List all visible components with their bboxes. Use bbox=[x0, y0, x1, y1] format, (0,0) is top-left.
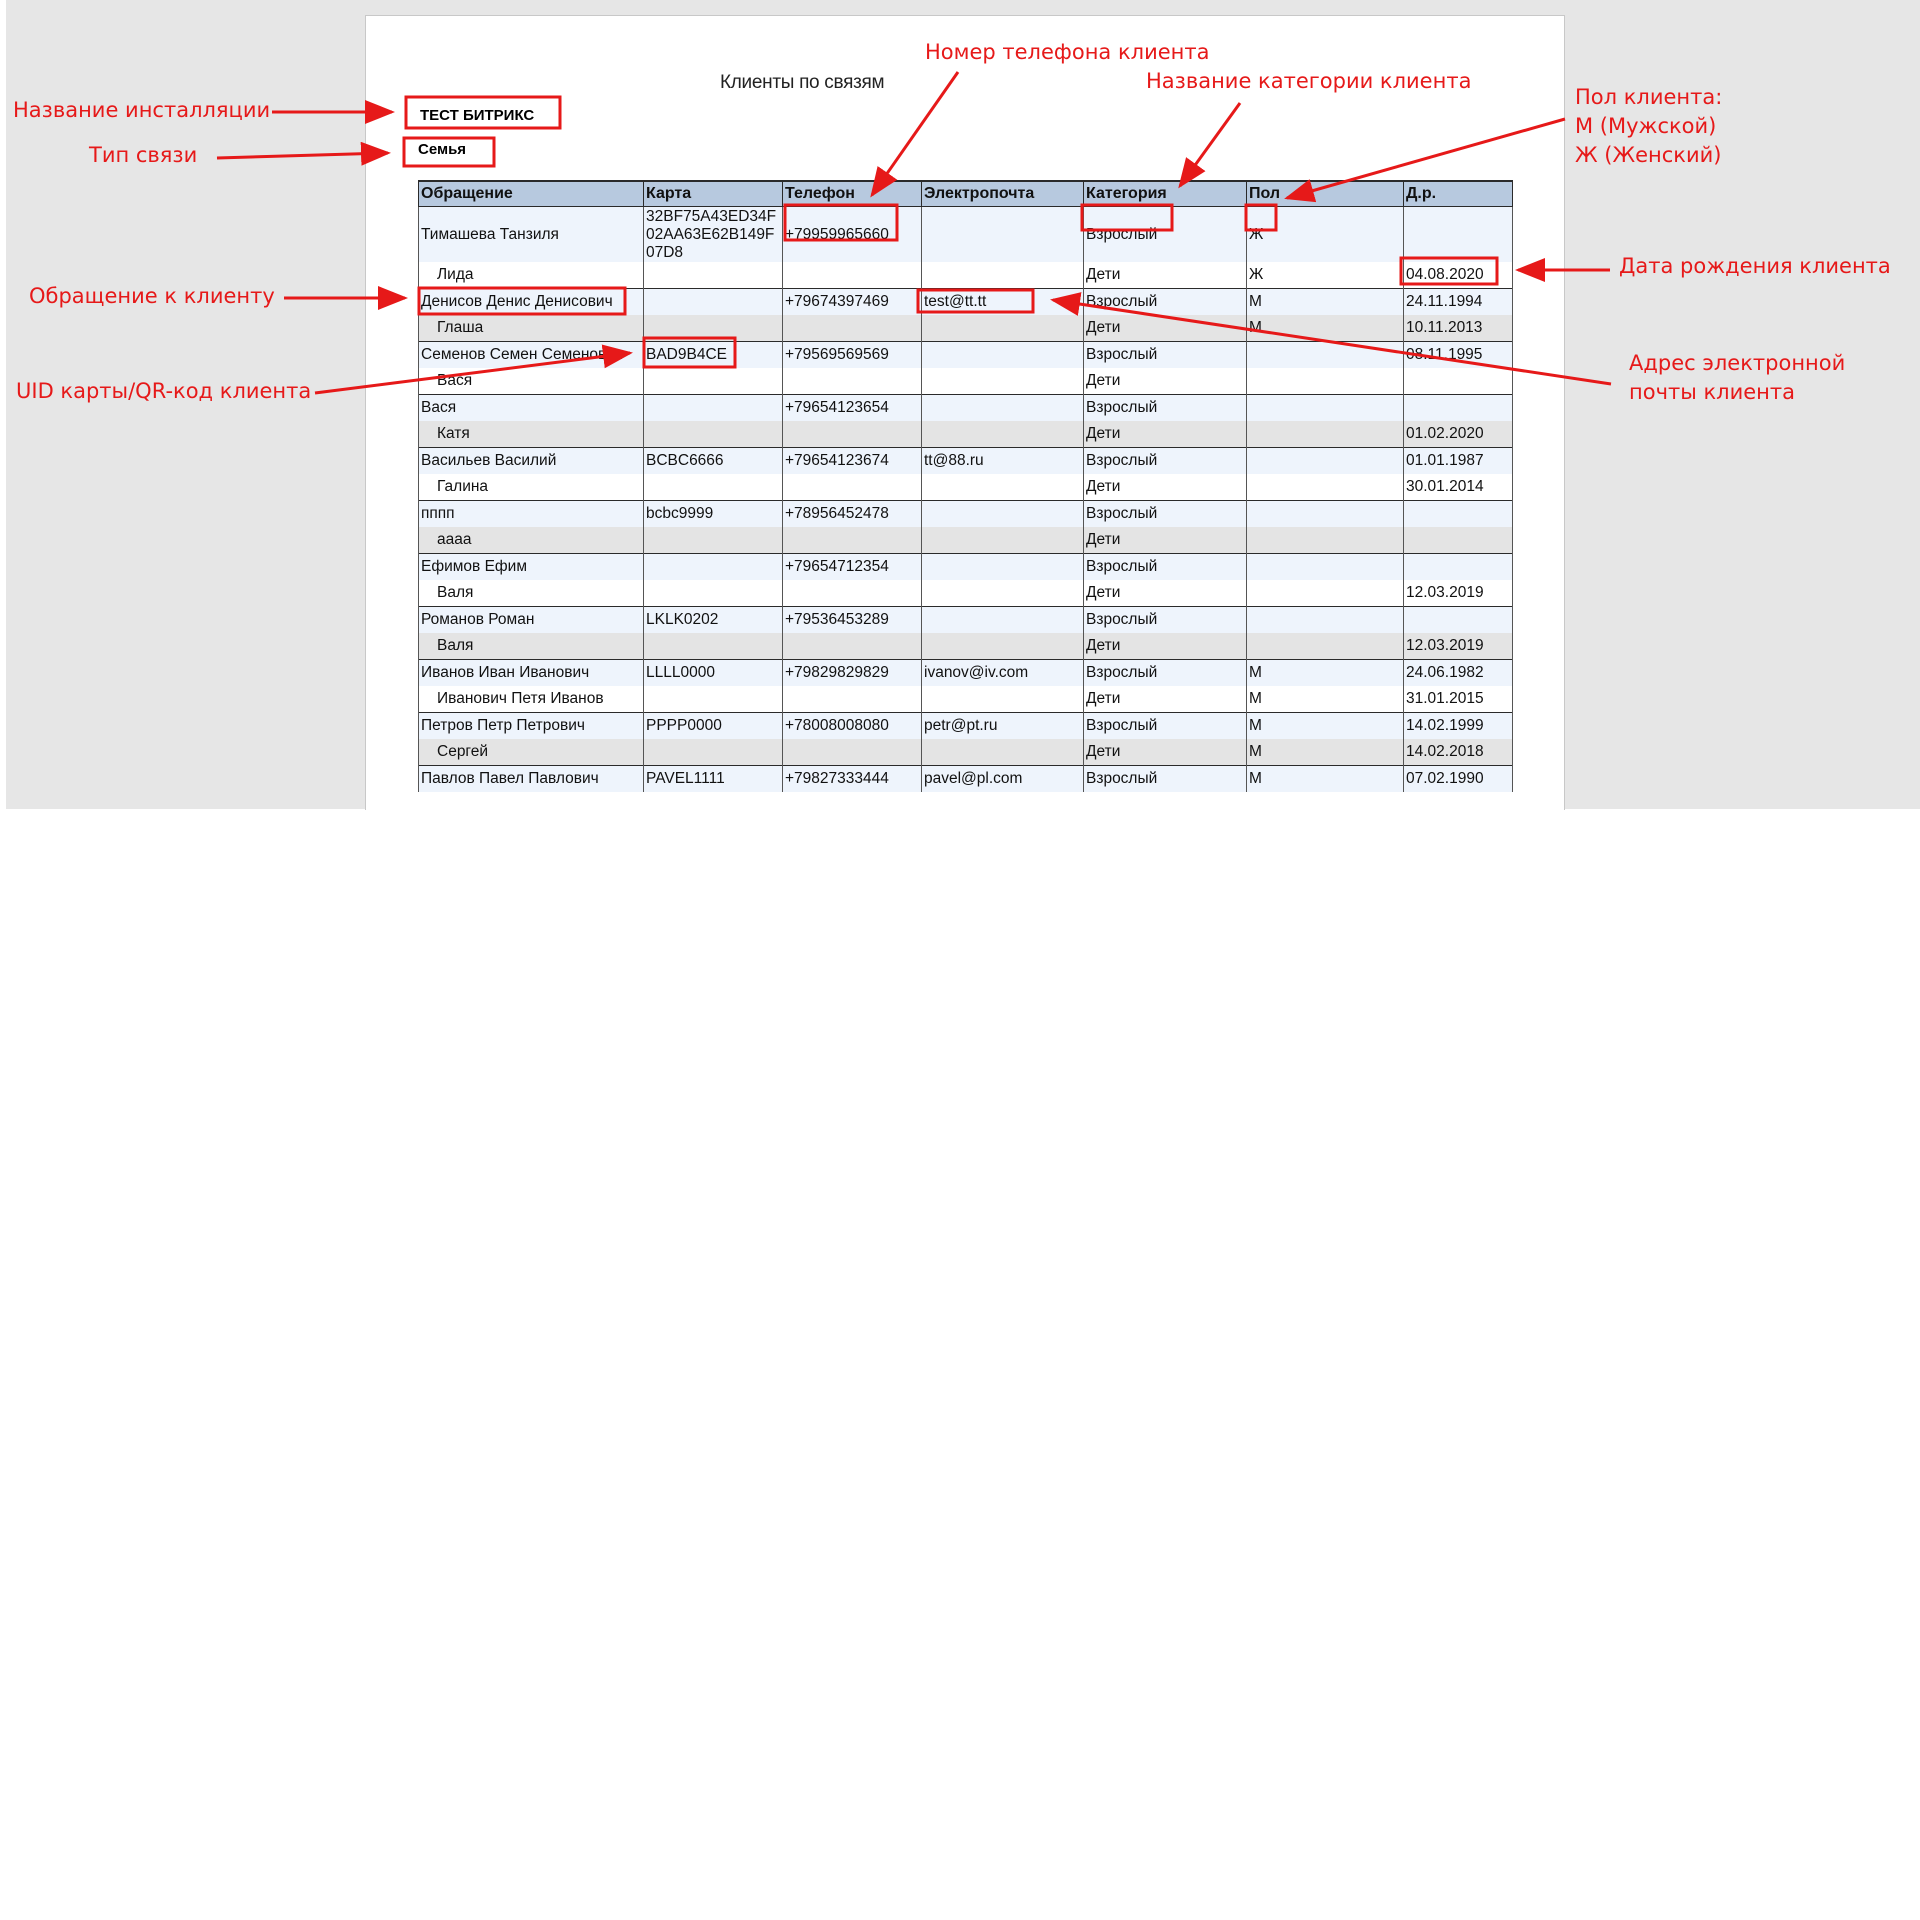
cell-salutation: Тимашева Танзиля bbox=[419, 207, 644, 263]
cell-category: Взрослый bbox=[1084, 207, 1247, 263]
cell-phone: +78956452478 bbox=[783, 501, 922, 528]
cell-email: petr@pt.ru bbox=[922, 713, 1084, 740]
cell-salutation: Валя bbox=[419, 580, 644, 607]
cell-category: Дети bbox=[1084, 580, 1247, 607]
annotation-gender-male: М (Мужской) bbox=[1575, 114, 1717, 138]
col-header-card: Карта bbox=[644, 181, 783, 207]
annotation-phone: Номер телефона клиента bbox=[925, 40, 1210, 64]
cell-phone: +79959965660 bbox=[783, 207, 922, 263]
cell-birthdate: 31.01.2015 bbox=[1404, 686, 1513, 713]
cell-phone: +79654712354 bbox=[783, 554, 922, 581]
cell-salutation: Павлов Павел Павлович bbox=[419, 766, 644, 793]
cell-birthdate: 14.02.2018 bbox=[1404, 739, 1513, 766]
cell-birthdate: 10.11.2013 bbox=[1404, 315, 1513, 342]
cell-phone: +78008008080 bbox=[783, 713, 922, 740]
cell-gender: М bbox=[1247, 289, 1404, 316]
cell-category: Взрослый bbox=[1084, 395, 1247, 422]
cell-gender: Ж bbox=[1247, 262, 1404, 289]
cell-phone: +79569569569 bbox=[783, 342, 922, 369]
cell-category: Дети bbox=[1084, 527, 1247, 554]
cell-salutation: Семенов Семен Семенович bbox=[419, 342, 644, 369]
cell-card: BCBC6666 bbox=[644, 448, 783, 475]
cell-category: Взрослый bbox=[1084, 607, 1247, 634]
cell-salutation: Ефимов Ефим bbox=[419, 554, 644, 581]
cell-salutation: Романов Роман bbox=[419, 607, 644, 634]
annotation-email-line1: Адрес электронной bbox=[1629, 351, 1846, 375]
cell-birthdate: 24.06.1982 bbox=[1404, 660, 1513, 687]
cell-salutation: Вася bbox=[419, 368, 644, 395]
cell-salutation: Васильев Василий bbox=[419, 448, 644, 475]
cell-salutation: Иванович Петя Иванов bbox=[419, 686, 644, 713]
cell-card: BAD9B4CE bbox=[644, 342, 783, 369]
cell-category: Дети bbox=[1084, 739, 1247, 766]
cell-category: Дети bbox=[1084, 633, 1247, 660]
cell-salutation: пппп bbox=[419, 501, 644, 528]
col-header-phone: Телефон bbox=[783, 181, 922, 207]
col-header-gender: Пол bbox=[1247, 181, 1404, 207]
cell-salutation: Иванов Иван Иванович bbox=[419, 660, 644, 687]
cell-gender: Ж bbox=[1247, 207, 1404, 263]
highlight-installation-name bbox=[406, 97, 560, 128]
cell-salutation: Глаша bbox=[419, 315, 644, 342]
cell-category: Взрослый bbox=[1084, 448, 1247, 475]
cell-card: PAVEL1111 bbox=[644, 766, 783, 793]
cell-birthdate: 08.11.1995 bbox=[1404, 342, 1513, 369]
cell-category: Взрослый bbox=[1084, 554, 1247, 581]
cell-birthdate: 24.11.1994 bbox=[1404, 289, 1513, 316]
cell-category: Дети bbox=[1084, 368, 1247, 395]
annotation-salutation: Обращение к клиенту bbox=[29, 284, 275, 308]
cell-category: Дети bbox=[1084, 421, 1247, 448]
cell-category: Дети bbox=[1084, 686, 1247, 713]
cell-category: Взрослый bbox=[1084, 766, 1247, 793]
cell-category: Взрослый bbox=[1084, 289, 1247, 316]
annotation-gender-female: Ж (Женский) bbox=[1575, 143, 1722, 167]
annotation-category: Название категории клиента bbox=[1146, 69, 1472, 93]
relation-type: Семья bbox=[418, 141, 467, 158]
arrow-card bbox=[315, 353, 630, 393]
col-header-salutation: Обращение bbox=[419, 181, 644, 207]
report-title: Клиенты по связям bbox=[720, 72, 885, 93]
cell-salutation: Катя bbox=[419, 421, 644, 448]
cell-salutation: Петров Петр Петрович bbox=[419, 713, 644, 740]
cell-birthdate: 01.01.1987 bbox=[1404, 448, 1513, 475]
cell-phone: +79829829829 bbox=[783, 660, 922, 687]
cell-birthdate: 04.08.2020 bbox=[1404, 262, 1513, 289]
cell-phone: +79674397469 bbox=[783, 289, 922, 316]
cell-birthdate: 12.03.2019 bbox=[1404, 580, 1513, 607]
annotation-email-line2: почты клиента bbox=[1629, 380, 1795, 404]
cell-category: Взрослый bbox=[1084, 713, 1247, 740]
cell-birthdate: 12.03.2019 bbox=[1404, 633, 1513, 660]
col-header-category: Категория bbox=[1084, 181, 1247, 207]
cell-salutation: Сергей bbox=[419, 739, 644, 766]
cell-birthdate: 07.02.1990 bbox=[1404, 766, 1513, 793]
arrow-category bbox=[1180, 103, 1240, 186]
cell-category: Взрослый bbox=[1084, 660, 1247, 687]
cell-card: LKLK0202 bbox=[644, 607, 783, 634]
cell-gender: М bbox=[1247, 766, 1404, 793]
installation-name: ТЕСТ БИТРИКС bbox=[420, 107, 535, 124]
cell-birthdate: 14.02.1999 bbox=[1404, 713, 1513, 740]
annotation-card-uid: UID карты/QR-код клиента bbox=[16, 379, 312, 403]
cell-gender: М bbox=[1247, 713, 1404, 740]
cell-email: test@tt.tt bbox=[922, 289, 1084, 316]
cell-salutation: аааа bbox=[419, 527, 644, 554]
cell-card: LLLL0000 bbox=[644, 660, 783, 687]
cell-card: bcbc9999 bbox=[644, 501, 783, 528]
cell-category: Дети bbox=[1084, 262, 1247, 289]
cell-birthdate: 01.02.2020 bbox=[1404, 421, 1513, 448]
cell-salutation: Валя bbox=[419, 633, 644, 660]
col-header-birthdate: Д.р. bbox=[1404, 181, 1513, 207]
cell-salutation: Вася bbox=[419, 395, 644, 422]
cell-gender: М bbox=[1247, 315, 1404, 342]
arrow-phone bbox=[872, 72, 958, 195]
highlight-birthdate bbox=[1401, 258, 1497, 284]
cell-phone: +79654123674 bbox=[783, 448, 922, 475]
cell-gender: М bbox=[1247, 660, 1404, 687]
highlight-gender bbox=[1246, 205, 1276, 230]
cell-phone: +79536453289 bbox=[783, 607, 922, 634]
highlight-email bbox=[918, 290, 1033, 312]
cell-email: tt@88.ru bbox=[922, 448, 1084, 475]
cell-salutation: Денисов Денис Денисович bbox=[419, 289, 644, 316]
highlight-salutation bbox=[419, 288, 625, 314]
cell-salutation: Галина bbox=[419, 474, 644, 501]
annotation-birthdate: Дата рождения клиента bbox=[1619, 254, 1891, 278]
highlight-relation-type bbox=[404, 138, 494, 166]
cell-birthdate: 30.01.2014 bbox=[1404, 474, 1513, 501]
cell-phone: +79827333444 bbox=[783, 766, 922, 793]
arrow-relation-type bbox=[217, 153, 388, 158]
cell-category: Взрослый bbox=[1084, 501, 1247, 528]
arrow-gender bbox=[1287, 119, 1565, 198]
arrow-email bbox=[1053, 300, 1611, 384]
cell-gender: М bbox=[1247, 686, 1404, 713]
cell-card: 32BF75A43ED34F02AA63E62B149F07D8 bbox=[644, 207, 783, 263]
highlight-phone bbox=[785, 205, 897, 240]
cell-gender: М bbox=[1247, 739, 1404, 766]
highlight-card bbox=[644, 338, 735, 367]
cell-category: Дети bbox=[1084, 474, 1247, 501]
cell-salutation: Лида bbox=[419, 262, 644, 289]
cell-email: pavel@pl.com bbox=[922, 766, 1084, 793]
cell-email: ivanov@iv.com bbox=[922, 660, 1084, 687]
annotation-installation-name: Название инсталляции bbox=[13, 98, 271, 122]
cell-category: Взрослый bbox=[1084, 342, 1247, 369]
cell-category: Дети bbox=[1084, 315, 1247, 342]
annotation-relation-type: Тип связи bbox=[89, 143, 198, 167]
col-header-email: Электропочта bbox=[922, 181, 1084, 207]
cell-phone: +79654123654 bbox=[783, 395, 922, 422]
annotation-gender-title: Пол клиента: bbox=[1575, 85, 1723, 109]
cell-card: PPPP0000 bbox=[644, 713, 783, 740]
highlight-category bbox=[1082, 205, 1172, 230]
